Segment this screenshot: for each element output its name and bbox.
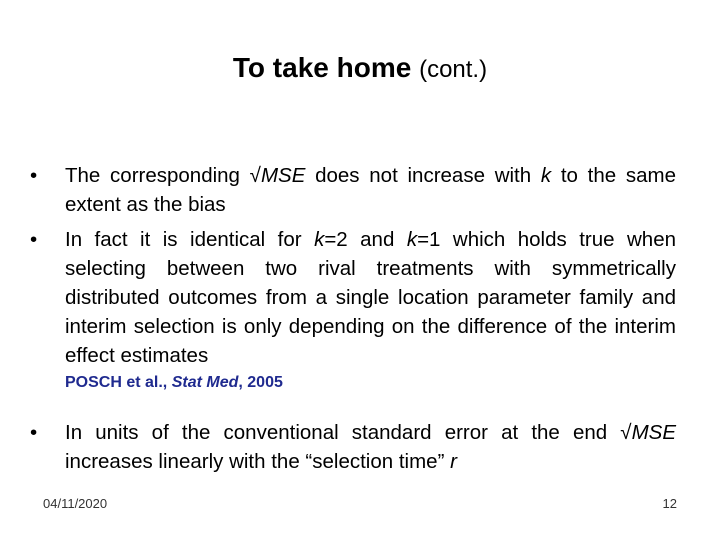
bullet-text [65,225,676,370]
title-main: To take home [232,52,412,83]
bullet-text-part: =2 and [324,228,407,251]
bullet-text-part: MSE [260,164,306,187]
bullet-text-part: In fact it is identical for [65,228,315,251]
citation-authors: POSCH et al., [65,374,172,391]
citation-journal: Stat Med [171,374,239,391]
bullet-text-part: In units of the conventional standard error at the end √ [65,421,632,444]
bullet-marker: • [30,228,38,251]
title-suffix: (cont.) [419,56,488,83]
bullet-text-part: to the same extent as the bias [65,164,677,216]
bullet-item [30,418,676,476]
bullet-text-part: does not increase with [305,164,541,187]
slide-title [0,50,720,88]
bullet-item [30,225,676,370]
bullet-text-part: r [450,450,457,473]
bullet-marker: • [30,421,38,444]
bullet-text [65,161,676,219]
footer-date: 04/11/2020 [43,496,108,511]
bullet-marker: • [30,164,38,187]
bullet-text-part: =1 which holds true when selecting between two rival treatments with symmetrically distributed outcomes from a single location parameter family and interim selection is only depending on the difference of the interim effect estimates [65,228,677,367]
bullet-item [30,161,676,219]
bullet-text-part: k [406,228,418,251]
bullet-text-part: k [314,228,325,251]
bullet-text-part: k [540,164,552,187]
bullet-text [65,418,676,476]
bullet-text-part: MSE [631,421,676,444]
citation-year: , 2005 [238,374,283,391]
bullet-text-part: The corresponding √ [65,164,261,187]
footer-page-number: 12 [662,496,677,511]
bullet-text-part: increases linearly with the “selection time” [65,450,451,473]
citation [65,373,283,393]
